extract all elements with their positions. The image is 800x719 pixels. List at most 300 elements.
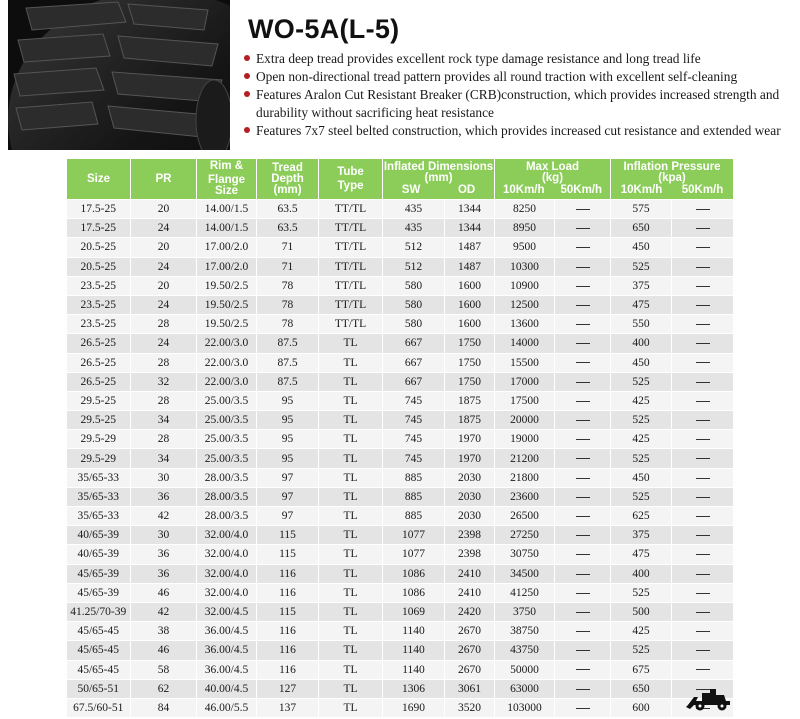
cell-size: 29.5-29 — [67, 430, 131, 449]
dash-icon — [576, 401, 590, 402]
dash-icon — [696, 478, 710, 479]
cell-tread: 87.5 — [257, 372, 319, 391]
cell-tube: TT/TL — [319, 315, 383, 334]
cell-tread: 95 — [257, 391, 319, 410]
cell-sw: 1069 — [383, 602, 445, 621]
cell-tread: 63.5 — [257, 200, 319, 219]
dash-icon — [576, 535, 590, 536]
cell-tread: 78 — [257, 315, 319, 334]
cell-size: 50/65-51 — [67, 679, 131, 698]
cell-load-50 — [555, 449, 611, 468]
feature-item — [242, 86, 798, 122]
cell-pressure-10: 425 — [611, 391, 672, 410]
cell-pr: 30 — [131, 468, 197, 487]
table-row — [67, 334, 734, 353]
cell-tube: TL — [319, 660, 383, 679]
dash-icon — [696, 228, 710, 229]
cell-size: 45/65-39 — [67, 583, 131, 602]
cell-pressure-10: 525 — [611, 449, 672, 468]
cell-tread: 115 — [257, 545, 319, 564]
cell-od: 2670 — [445, 622, 495, 641]
cell-od: 3061 — [445, 679, 495, 698]
cell-pressure-50 — [672, 487, 734, 506]
dash-icon — [576, 439, 590, 440]
cell-pressure-10: 400 — [611, 334, 672, 353]
cell-sw: 1077 — [383, 526, 445, 545]
cell-pr: 62 — [131, 679, 197, 698]
cell-size: 67.5/60-51 — [67, 698, 131, 717]
cell-tread: 97 — [257, 468, 319, 487]
dash-icon — [696, 267, 710, 268]
dash-icon — [576, 209, 590, 210]
cell-pressure-50 — [672, 257, 734, 276]
cell-pressure-10: 575 — [611, 200, 672, 219]
dash-icon — [576, 669, 590, 670]
dash-icon — [576, 343, 590, 344]
cell-load-50 — [555, 698, 611, 717]
cell-size: 23.5-25 — [67, 315, 131, 334]
cell-load-50 — [555, 411, 611, 430]
cell-load-10: 10900 — [495, 276, 555, 295]
dash-icon — [696, 286, 710, 287]
table-row — [67, 583, 734, 602]
cell-tube: TL — [319, 411, 383, 430]
cell-od: 2030 — [445, 487, 495, 506]
cell-load-10: 27250 — [495, 526, 555, 545]
cell-pressure-50 — [672, 238, 734, 257]
cell-load-50 — [555, 219, 611, 238]
table-row — [67, 622, 734, 641]
cell-tube: TL — [319, 679, 383, 698]
cell-load-10: 34500 — [495, 564, 555, 583]
cell-rim: 28.00/3.5 — [197, 487, 257, 506]
cell-tube: TL — [319, 602, 383, 621]
cell-size: 41.25/70-39 — [67, 602, 131, 621]
table-row — [67, 372, 734, 391]
cell-pr: 46 — [131, 641, 197, 660]
cell-pressure-10: 475 — [611, 295, 672, 314]
cell-od: 1600 — [445, 295, 495, 314]
dash-icon — [576, 708, 590, 709]
tire-image — [8, 0, 230, 150]
cell-load-10: 12500 — [495, 295, 555, 314]
cell-rim: 32.00/4.0 — [197, 526, 257, 545]
cell-tube: TL — [319, 353, 383, 372]
cell-pr: 24 — [131, 219, 197, 238]
cell-sw: 1140 — [383, 622, 445, 641]
cell-pressure-10: 525 — [611, 487, 672, 506]
cell-load-10: 10300 — [495, 257, 555, 276]
dash-icon — [696, 209, 710, 210]
cell-pressure-50 — [672, 468, 734, 487]
cell-size: 45/65-45 — [67, 641, 131, 660]
cell-pressure-50 — [672, 334, 734, 353]
dash-icon — [576, 382, 590, 383]
cell-tread: 116 — [257, 660, 319, 679]
col-header-pressure-10: 10Km/h — [620, 184, 663, 196]
cell-size: 23.5-25 — [67, 276, 131, 295]
cell-tube: TL — [319, 372, 383, 391]
cell-rim: 22.00/3.0 — [197, 334, 257, 353]
cell-pressure-10: 650 — [611, 679, 672, 698]
dash-icon — [696, 458, 710, 459]
cell-load-50 — [555, 622, 611, 641]
cell-tread: 116 — [257, 622, 319, 641]
table-row — [67, 526, 734, 545]
cell-tread: 71 — [257, 238, 319, 257]
bullet-icon — [244, 127, 250, 133]
cell-rim: 32.00/4.5 — [197, 602, 257, 621]
dash-icon — [696, 420, 710, 421]
table-row — [67, 679, 734, 698]
cell-load-50 — [555, 391, 611, 410]
cell-pressure-10: 400 — [611, 564, 672, 583]
cell-tube: TL — [319, 449, 383, 468]
cell-sw: 580 — [383, 276, 445, 295]
table-row — [67, 315, 734, 334]
cell-sw: 580 — [383, 315, 445, 334]
cell-od: 1970 — [445, 449, 495, 468]
cell-load-10: 19000 — [495, 430, 555, 449]
cell-pr: 28 — [131, 391, 197, 410]
cell-tube: TL — [319, 487, 383, 506]
cell-load-10: 63000 — [495, 679, 555, 698]
cell-pressure-10: 375 — [611, 276, 672, 295]
col-header-pr: PR — [131, 159, 197, 200]
cell-pr: 20 — [131, 238, 197, 257]
feature-text: Features 7x7 steel belted construction, which provides increased cut resistance and extended wear — [256, 123, 781, 138]
table-row — [67, 219, 734, 238]
cell-load-10: 41250 — [495, 583, 555, 602]
cell-pressure-50 — [672, 564, 734, 583]
cell-pressure-10: 375 — [611, 526, 672, 545]
cell-load-50 — [555, 526, 611, 545]
cell-tube: TL — [319, 430, 383, 449]
cell-sw: 667 — [383, 353, 445, 372]
dash-icon — [576, 267, 590, 268]
cell-pr: 58 — [131, 660, 197, 679]
cell-pressure-50 — [672, 391, 734, 410]
cell-rim: 28.00/3.5 — [197, 468, 257, 487]
table-row — [67, 391, 734, 410]
cell-load-10: 20000 — [495, 411, 555, 430]
cell-size: 23.5-25 — [67, 295, 131, 314]
cell-sw: 745 — [383, 430, 445, 449]
cell-od: 2420 — [445, 602, 495, 621]
cell-size: 45/65-39 — [67, 564, 131, 583]
cell-load-50 — [555, 602, 611, 621]
table-row — [67, 238, 734, 257]
cell-pr: 24 — [131, 334, 197, 353]
cell-rim: 25.00/3.5 — [197, 430, 257, 449]
cell-pr: 84 — [131, 698, 197, 717]
cell-pressure-10: 500 — [611, 602, 672, 621]
cell-od: 1970 — [445, 430, 495, 449]
cell-load-10: 8250 — [495, 200, 555, 219]
cell-pressure-50 — [672, 200, 734, 219]
feature-item — [242, 50, 798, 68]
dash-icon — [696, 497, 710, 498]
dash-icon — [576, 612, 590, 613]
cell-sw: 885 — [383, 507, 445, 526]
cell-load-50 — [555, 487, 611, 506]
cell-rim: 46.00/5.5 — [197, 698, 257, 717]
cell-load-50 — [555, 545, 611, 564]
cell-pr: 36 — [131, 564, 197, 583]
cell-load-10: 17500 — [495, 391, 555, 410]
cell-od: 2410 — [445, 583, 495, 602]
cell-od: 1750 — [445, 334, 495, 353]
cell-pressure-10: 550 — [611, 315, 672, 334]
table-row — [67, 698, 734, 717]
col-header-rim: Rim & Flange Size — [197, 159, 257, 200]
cell-pr: 42 — [131, 602, 197, 621]
cell-pressure-50 — [672, 315, 734, 334]
cell-size: 35/65-33 — [67, 507, 131, 526]
cell-load-50 — [555, 334, 611, 353]
cell-pressure-50 — [672, 622, 734, 641]
dash-icon — [696, 324, 710, 325]
bullet-icon — [244, 91, 250, 97]
cell-rim: 32.00/4.0 — [197, 564, 257, 583]
dash-icon — [576, 497, 590, 498]
cell-tread: 127 — [257, 679, 319, 698]
dash-icon — [696, 631, 710, 632]
dash-icon — [696, 554, 710, 555]
cell-load-10: 38750 — [495, 622, 555, 641]
cell-pressure-10: 675 — [611, 660, 672, 679]
cell-pr: 24 — [131, 257, 197, 276]
cell-load-10: 50000 — [495, 660, 555, 679]
feature-item — [242, 68, 798, 86]
cell-load-10: 15500 — [495, 353, 555, 372]
cell-tread: 97 — [257, 507, 319, 526]
cell-load-50 — [555, 679, 611, 698]
table-row — [67, 353, 734, 372]
cell-load-50 — [555, 507, 611, 526]
dash-icon — [696, 669, 710, 670]
cell-load-10: 43750 — [495, 641, 555, 660]
cell-pressure-50 — [672, 641, 734, 660]
cell-tread: 78 — [257, 295, 319, 314]
cell-size: 29.5-29 — [67, 449, 131, 468]
cell-tread: 115 — [257, 526, 319, 545]
cell-pressure-50 — [672, 545, 734, 564]
dash-icon — [576, 478, 590, 479]
dash-icon — [576, 574, 590, 575]
cell-od: 2670 — [445, 660, 495, 679]
cell-sw: 435 — [383, 219, 445, 238]
table-row — [67, 468, 734, 487]
cell-load-10: 14000 — [495, 334, 555, 353]
cell-size: 17.5-25 — [67, 219, 131, 238]
cell-pr: 34 — [131, 411, 197, 430]
cell-size: 17.5-25 — [67, 200, 131, 219]
cell-load-10: 3750 — [495, 602, 555, 621]
cell-pressure-50 — [672, 372, 734, 391]
feature-item — [242, 122, 798, 140]
cell-load-10: 13600 — [495, 315, 555, 334]
cell-rim: 25.00/3.5 — [197, 449, 257, 468]
dash-icon — [696, 343, 710, 344]
cell-sw: 1306 — [383, 679, 445, 698]
cell-tread: 97 — [257, 487, 319, 506]
col-header-load-50: 50Km/h — [560, 184, 603, 196]
cell-load-50 — [555, 315, 611, 334]
cell-tube: TL — [319, 468, 383, 487]
cell-pr: 38 — [131, 622, 197, 641]
cell-od: 1600 — [445, 315, 495, 334]
cell-pressure-10: 525 — [611, 257, 672, 276]
feature-text: Features Aralon Cut Resistant Breaker (CRB)construction, which provides increased strength and durability without sacrificing heat resistance — [256, 87, 780, 120]
cell-od: 1344 — [445, 200, 495, 219]
table-row — [67, 602, 734, 621]
col-header-tube: Tube Type — [319, 159, 383, 200]
cell-od: 1344 — [445, 219, 495, 238]
cell-od: 3520 — [445, 698, 495, 717]
cell-tube: TT/TL — [319, 238, 383, 257]
cell-od: 1875 — [445, 391, 495, 410]
cell-pr: 20 — [131, 200, 197, 219]
table-row — [67, 257, 734, 276]
cell-sw: 667 — [383, 372, 445, 391]
table-row — [67, 295, 734, 314]
cell-rim: 36.00/4.5 — [197, 641, 257, 660]
col-header-pressure-50: 50Km/h — [681, 184, 724, 196]
dash-icon — [696, 401, 710, 402]
cell-tube: TT/TL — [319, 200, 383, 219]
cell-pressure-50 — [672, 219, 734, 238]
cell-pressure-50 — [672, 295, 734, 314]
cell-size: 35/65-33 — [67, 487, 131, 506]
cell-rim: 14.00/1.5 — [197, 219, 257, 238]
cell-pressure-50 — [672, 602, 734, 621]
dash-icon — [696, 382, 710, 383]
dash-icon — [576, 458, 590, 459]
dash-icon — [696, 574, 710, 575]
cell-load-10: 8950 — [495, 219, 555, 238]
cell-pr: 34 — [131, 449, 197, 468]
cell-tube: TT/TL — [319, 219, 383, 238]
cell-od: 1750 — [445, 353, 495, 372]
feature-text: Extra deep tread provides excellent rock type damage resistance and long tread life — [256, 51, 701, 66]
cell-pr: 46 — [131, 583, 197, 602]
cell-load-10: 21200 — [495, 449, 555, 468]
feature-list — [242, 50, 798, 140]
dash-icon — [576, 324, 590, 325]
cell-load-50 — [555, 468, 611, 487]
cell-pr: 28 — [131, 430, 197, 449]
dash-icon — [576, 362, 590, 363]
cell-tread: 116 — [257, 583, 319, 602]
cell-rim: 22.00/3.0 — [197, 372, 257, 391]
dash-icon — [696, 593, 710, 594]
dash-icon — [696, 247, 710, 248]
cell-od: 1750 — [445, 372, 495, 391]
cell-tread: 71 — [257, 257, 319, 276]
table-row — [67, 564, 734, 583]
cell-tube: TL — [319, 391, 383, 410]
col-header-size: Size — [67, 159, 131, 200]
cell-sw: 1140 — [383, 641, 445, 660]
cell-tube: TL — [319, 526, 383, 545]
cell-tread: 115 — [257, 602, 319, 621]
cell-size: 45/65-45 — [67, 660, 131, 679]
cell-tread: 116 — [257, 641, 319, 660]
cell-tread: 87.5 — [257, 353, 319, 372]
cell-sw: 885 — [383, 487, 445, 506]
cell-pressure-10: 450 — [611, 353, 672, 372]
cell-od: 1600 — [445, 276, 495, 295]
cell-sw: 512 — [383, 238, 445, 257]
cell-sw: 745 — [383, 411, 445, 430]
cell-size: 40/65-39 — [67, 526, 131, 545]
cell-size: 40/65-39 — [67, 545, 131, 564]
dash-icon — [576, 593, 590, 594]
cell-size: 29.5-25 — [67, 411, 131, 430]
cell-load-10: 30750 — [495, 545, 555, 564]
cell-pr: 30 — [131, 526, 197, 545]
feature-text: Open non-directional tread pattern provides all round traction with excellent self-cleaning — [256, 69, 738, 84]
cell-load-50 — [555, 430, 611, 449]
col-header-sw: SW — [401, 184, 421, 196]
cell-sw: 885 — [383, 468, 445, 487]
cell-rim: 36.00/4.5 — [197, 660, 257, 679]
cell-load-10: 17000 — [495, 372, 555, 391]
cell-sw: 1690 — [383, 698, 445, 717]
cell-size: 20.5-25 — [67, 238, 131, 257]
cell-rim: 22.00/3.0 — [197, 353, 257, 372]
cell-load-10: 21800 — [495, 468, 555, 487]
table-row — [67, 200, 734, 219]
cell-sw: 1140 — [383, 660, 445, 679]
cell-od: 1875 — [445, 411, 495, 430]
cell-tread: 95 — [257, 449, 319, 468]
table-body — [67, 200, 734, 718]
col-header-dimensions: Inflated Dimensions (mm) SW OD — [383, 159, 495, 200]
spec-table — [66, 158, 734, 718]
cell-tube: TL — [319, 698, 383, 717]
dash-icon — [696, 439, 710, 440]
cell-pressure-10: 425 — [611, 430, 672, 449]
dash-icon — [576, 228, 590, 229]
cell-pressure-10: 525 — [611, 641, 672, 660]
cell-tube: TT/TL — [319, 295, 383, 314]
cell-tread: 95 — [257, 411, 319, 430]
cell-od: 2030 — [445, 468, 495, 487]
cell-pressure-50 — [672, 507, 734, 526]
cell-load-50 — [555, 583, 611, 602]
bullet-icon — [244, 55, 250, 61]
cell-sw: 745 — [383, 449, 445, 468]
cell-tread: 63.5 — [257, 219, 319, 238]
table-row — [67, 641, 734, 660]
cell-rim: 19.50/2.5 — [197, 315, 257, 334]
cell-load-50 — [555, 257, 611, 276]
cell-rim: 25.00/3.5 — [197, 391, 257, 410]
cell-tube: TT/TL — [319, 257, 383, 276]
cell-pr: 42 — [131, 507, 197, 526]
cell-load-50 — [555, 276, 611, 295]
cell-od: 2670 — [445, 641, 495, 660]
cell-tube: TL — [319, 583, 383, 602]
cell-pressure-50 — [672, 449, 734, 468]
wheel-loader-icon — [686, 683, 732, 711]
cell-load-50 — [555, 641, 611, 660]
cell-rim: 32.00/4.0 — [197, 545, 257, 564]
table-row — [67, 276, 734, 295]
cell-pressure-10: 650 — [611, 219, 672, 238]
